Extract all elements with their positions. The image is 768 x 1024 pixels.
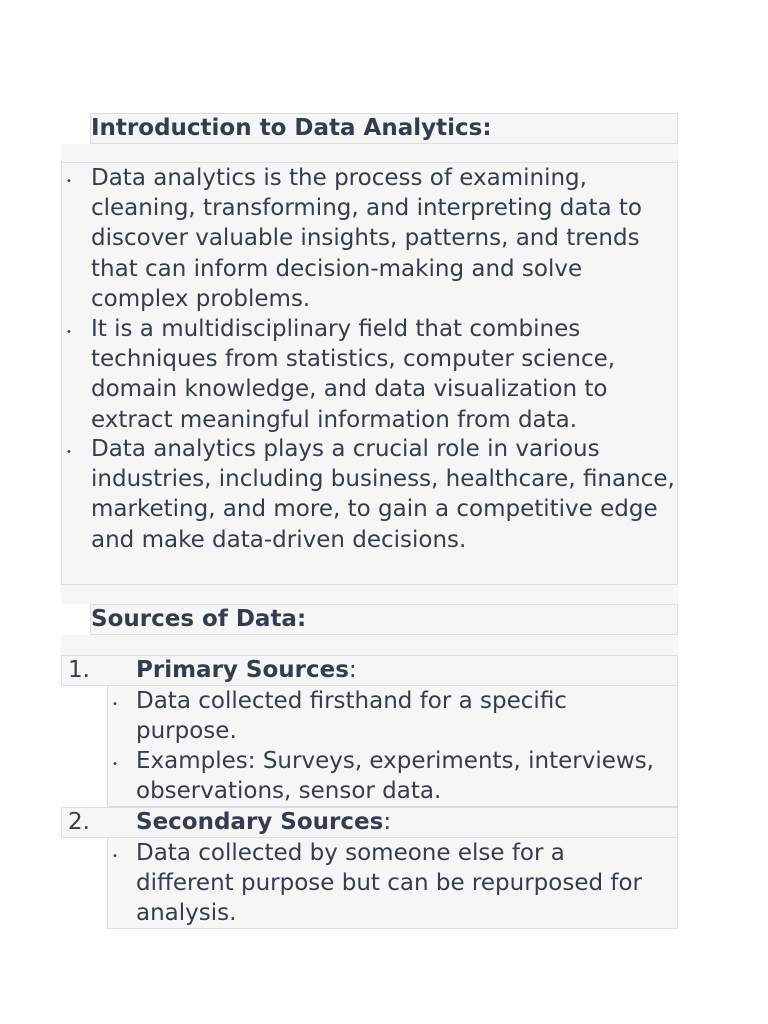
sub-list-item: Data collected by someone else for a different purpose but can be repurposed for analysis. <box>136 840 643 927</box>
item-title: Secondary Sources <box>136 809 384 835</box>
list-item: Data analytics plays a crucial role in various industries, including business, healthcare, finance, marketing, and more, to gain a competitive edge and make data-driven decisions. <box>91 436 675 553</box>
bullet-marker: • <box>66 447 72 458</box>
bullet-marker: • <box>112 759 118 770</box>
section-gap-band <box>61 144 678 163</box>
item-title-line <box>136 807 391 837</box>
item-title-line <box>136 655 357 685</box>
sub-list-item: Data collected firsthand for a specific purpose. <box>136 688 567 745</box>
item-title: Primary Sources <box>136 657 349 683</box>
section-gap-band <box>61 585 678 604</box>
sub-list-item: Examples: Surveys, experiments, interviews, observations, sensor data. <box>136 748 654 805</box>
item-title-suffix: : <box>348 657 357 683</box>
bullet-marker: • <box>66 176 72 187</box>
item-number: 2. <box>68 809 90 835</box>
bullet-marker: • <box>112 851 118 862</box>
list-item: It is a multidisciplinary field that combines techniques from statistics, computer science, domain knowledge, and data visualization to extract meaningful information from data. <box>91 316 616 433</box>
bullet-marker: • <box>112 699 118 710</box>
item-title-suffix: : <box>383 809 392 835</box>
bullet-marker: • <box>66 327 72 338</box>
section2-heading: Sources of Data: <box>91 606 307 632</box>
section-gap-band <box>61 635 678 655</box>
item-number: 1. <box>68 657 90 683</box>
list-item: Data analytics is the process of examining, cleaning, transforming, and interpreting data to discover valuable insights, patterns, and trends that can inform decision-making and solve complex problems. <box>91 165 642 312</box>
section1-heading: Introduction to Data Analytics: <box>91 115 492 141</box>
